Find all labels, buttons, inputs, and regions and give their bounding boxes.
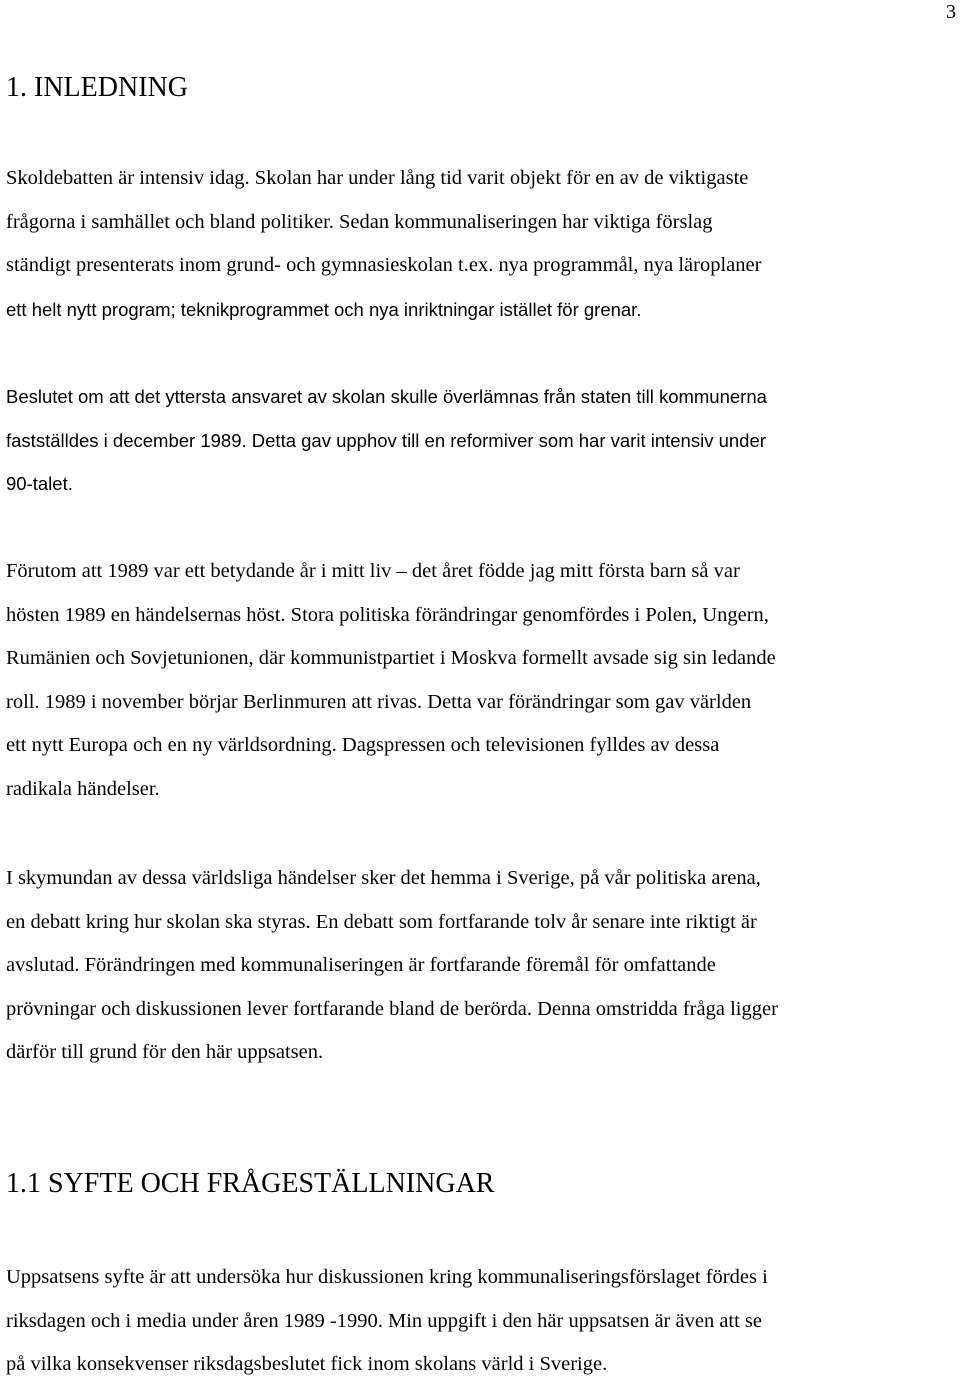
paragraph-line: 90-talet. xyxy=(6,473,73,494)
paragraph-line: fastställdes i december 1989. Detta gav upphov till en reformiver som har varit intensiv under xyxy=(6,429,766,451)
paragraph-line: roll. 1989 i november börjar Berlinmuren att rivas. Detta var förändringar som gav världen xyxy=(6,690,752,713)
section-heading-inledning: 1. INLEDNING xyxy=(6,72,188,103)
paragraph-line: Beslutet om att det yttersta ansvaret av skolan skulle överlämnas från staten till kommunerna xyxy=(6,386,767,407)
paragraph-line: Förutom att 1989 var ett betydande år i mitt liv – det året födde jag mitt första barn så var xyxy=(6,560,740,582)
section-heading-syfte: 1.1 SYFTE OCH FRÅGESTÄLLNINGAR xyxy=(6,1168,495,1199)
paragraph-line: avslutad. Förändringen med kommunaliseringen är fortfarande föremål för omfattande xyxy=(6,954,716,976)
paragraph-beslutet xyxy=(6,375,956,506)
paragraph-line: hösten 1989 en händelsernas höst. Stora politiska förändringar genomfördes i Polen, Ungern, xyxy=(6,603,769,626)
paragraph-syfte xyxy=(6,1256,956,1387)
paragraph-line: en debatt kring hur skolan ska styras. En debatt som fortfarande tolv år senare inte riktigt är xyxy=(6,910,757,933)
paragraph-skymundan xyxy=(6,857,956,1075)
paragraph-line: prövningar och diskussionen lever fortfarande bland de berörda. Denna omstridda fråga ligger xyxy=(6,997,778,1020)
paragraph-line: ett helt nytt program; teknikprogrammet och nya inriktningar istället för grenar. xyxy=(6,298,642,320)
page-number: 3 xyxy=(946,1,956,23)
paragraph-line: Uppsatsens syfte är att undersöka hur diskussionen kring kommunaliseringsförslaget fördes i xyxy=(6,1266,768,1288)
paragraph-line: ett nytt Europa och en ny världsordning. Dagspressen och televisionen fylldes av dessa xyxy=(6,734,720,756)
paragraph-skoldebatten xyxy=(6,157,956,331)
paragraph-line: frågorna i samhället och bland politiker. Sedan kommunaliseringen har viktiga förslag xyxy=(6,210,713,233)
paragraph-line: radikala händelser. xyxy=(6,777,160,800)
paragraph-line: riksdagen och i media under åren 1989 -1990. Min uppgift i den här uppsatsen är även att se xyxy=(6,1309,763,1332)
paragraph-line: därför till grund för den här uppsatsen. xyxy=(6,1041,324,1063)
paragraph-line: Rumänien och Sovjetunionen, där kommunistpartiet i Moskva formellt avsade sig sin ledande xyxy=(6,647,776,669)
paragraph-forutom xyxy=(6,550,956,811)
paragraph-line: ständigt presenterats inom grund- och gymnasieskolan t.ex. nya programmål, nya läroplaner xyxy=(6,254,762,276)
paragraph-line: Skoldebatten är intensiv idag. Skolan har under lång tid varit objekt för en av de viktigaste xyxy=(6,167,749,189)
paragraph-line: I skymundan av dessa världsliga händelser sker det hemma i Sverige, på vår politiska arena, xyxy=(6,867,761,889)
paragraph-line: på vilka konsekvenser riksdagsbeslutet fick inom skolans värld i Sverige. xyxy=(6,1353,608,1375)
